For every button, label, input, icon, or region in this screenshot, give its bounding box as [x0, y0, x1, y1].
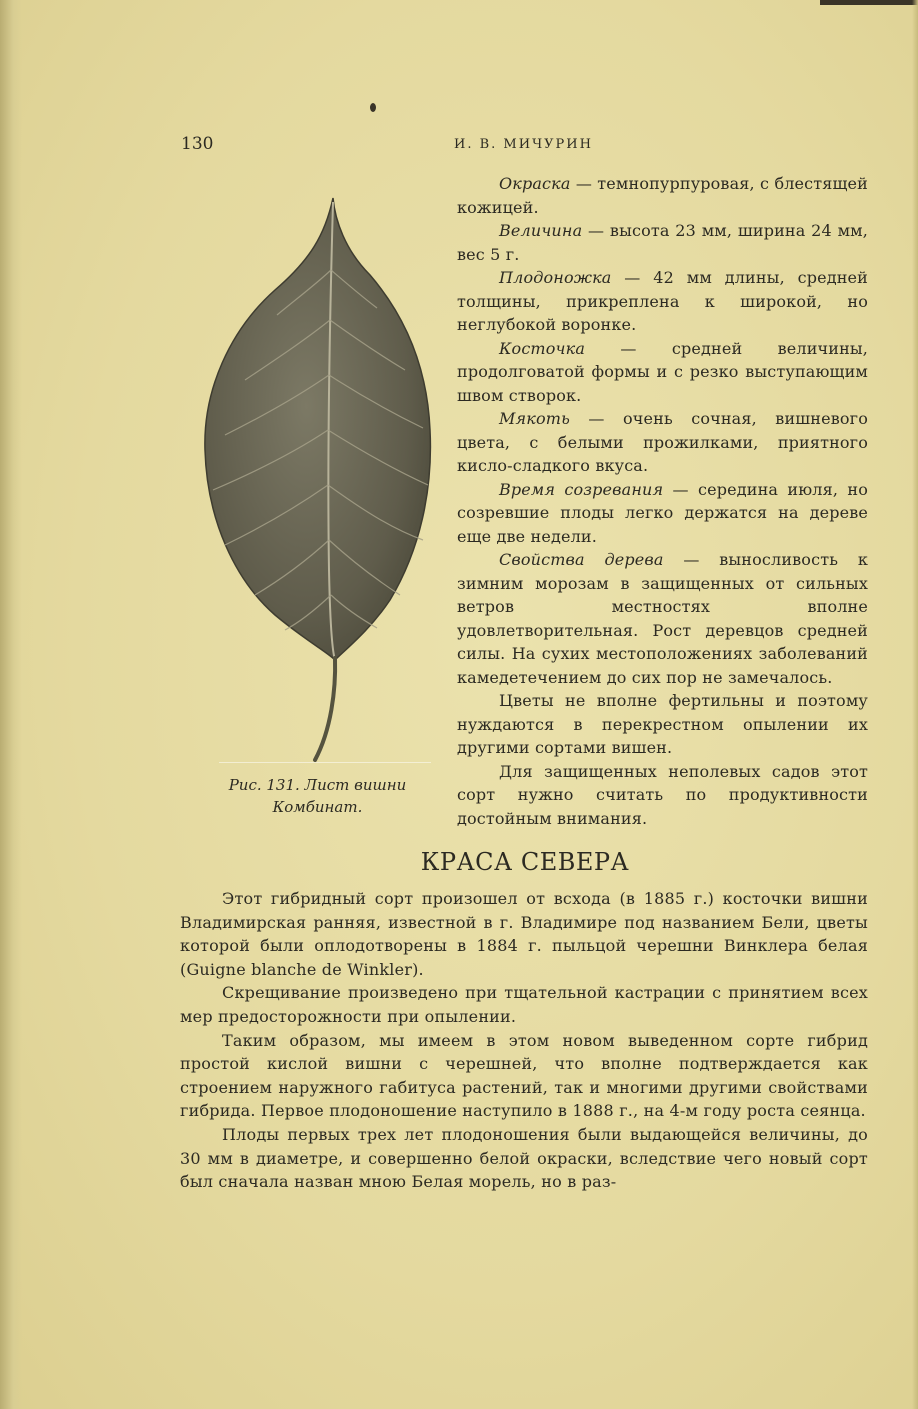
- term-text: — середина июля, но созревшие плоды легко держатся на дереве еще две недели.: [457, 479, 868, 546]
- scan-right-edge: [912, 0, 918, 1409]
- figure-caption: [205, 774, 430, 818]
- variety-description: [457, 172, 868, 830]
- book-gutter-edge: [0, 0, 22, 1409]
- term-label: Мякоть: [499, 409, 570, 428]
- description-paragraph: [457, 760, 868, 831]
- body-paragraph: Скрещивание произведено при тщательной кастрации с принятием всех мер предосторожности при опылении.: [180, 983, 868, 1026]
- description-paragraph: [457, 266, 868, 337]
- term-label: Косточка: [499, 338, 586, 358]
- term-text: — выносливость к зимним морозам в защищенных от сильных ветров местностях вполне удовлетворительная. Рост деревцов средней силы. На сухих местоположениях заболеваний камедетечением до сих пор не замечалось.: [457, 550, 868, 687]
- description-paragraph: [457, 337, 868, 408]
- description-paragraph: [457, 172, 868, 219]
- section-heading: КРАСА СЕВЕРА: [420, 848, 630, 876]
- term-label: Плодоножка: [499, 268, 612, 287]
- term-text: Для защищенных неполевых садов этот сорт нужно считать по продуктивности достойным внимания.: [457, 761, 868, 828]
- running-head: И. В. МИЧУРИН: [454, 137, 593, 152]
- scan-top-edge: [820, 0, 918, 5]
- leaf-blade: [205, 198, 431, 660]
- body-paragraph: Плоды первых трех лет плодоношения были выдающейся величины, до 30 мм в диаметре, и совершенно белой окраски, вследствие чего новый сорт был сначала назван мною Белая морель, но в раз-: [180, 1124, 868, 1192]
- cherry-leaf-illustration: [195, 190, 435, 770]
- section-body: [180, 887, 868, 1194]
- description-paragraph: [457, 689, 868, 760]
- term-label: Окраска: [499, 174, 571, 193]
- print-speck: [370, 103, 376, 112]
- term-text: — средней величины, продолговатой формы и с резко выступающим швом створок.: [457, 338, 868, 405]
- description-paragraph: [457, 548, 868, 689]
- term-text: Цветы не вполне фертильны и поэтому нуждаются в перекрестном опылении их другими сортами вишен.: [457, 691, 868, 757]
- caption-line-2: Комбинат.: [272, 798, 363, 816]
- body-paragraph: Этот гибридный сорт произошел от всхода (в 1885 г.) косточки вишни Владимирская ранняя, известной в г. Владимире под названием Бели, цветы которой были оплодотворены в 1884 г. пыльцой черешни Винклера белая (Guigne blanche de Winkler).: [180, 889, 868, 979]
- figure-rule: [219, 762, 431, 763]
- page-number: 130: [181, 134, 214, 154]
- description-paragraph: [457, 478, 868, 549]
- body-paragraph: Таким образом, мы имеем в этом новом выведенном сорте гибрид простой кислой вишни с черешней, что вполне подтверждается как строением наружного габитуса растений, так и многими другими свойствами гибрида. Первое плодоношение наступило в 1888 г., на 4-м году роста сеянца.: [180, 1030, 868, 1121]
- term-label: Время созревания: [499, 479, 664, 499]
- caption-line-1: Рис. 131. Лист вишни: [228, 776, 407, 794]
- term-text: — темнопурпуровая, с блестящей кожицей.: [457, 174, 868, 217]
- leaf-petiole: [315, 658, 335, 760]
- term-text: — 42 мм длины, средней толщины, прикреплена к широкой, но неглубокой воронке.: [457, 268, 868, 334]
- term-label: Свойства дерева: [499, 550, 664, 569]
- description-paragraph: [457, 219, 868, 266]
- term-text: — очень сочная, вишневого цвета, с белыми прожилками, приятного кисло-сладкого вкуса.: [457, 409, 868, 475]
- description-paragraph: [457, 407, 868, 478]
- term-label: Величина: [499, 221, 583, 240]
- term-text: — высота 23 мм, ширина 24 мм, вес 5 г.: [457, 221, 868, 264]
